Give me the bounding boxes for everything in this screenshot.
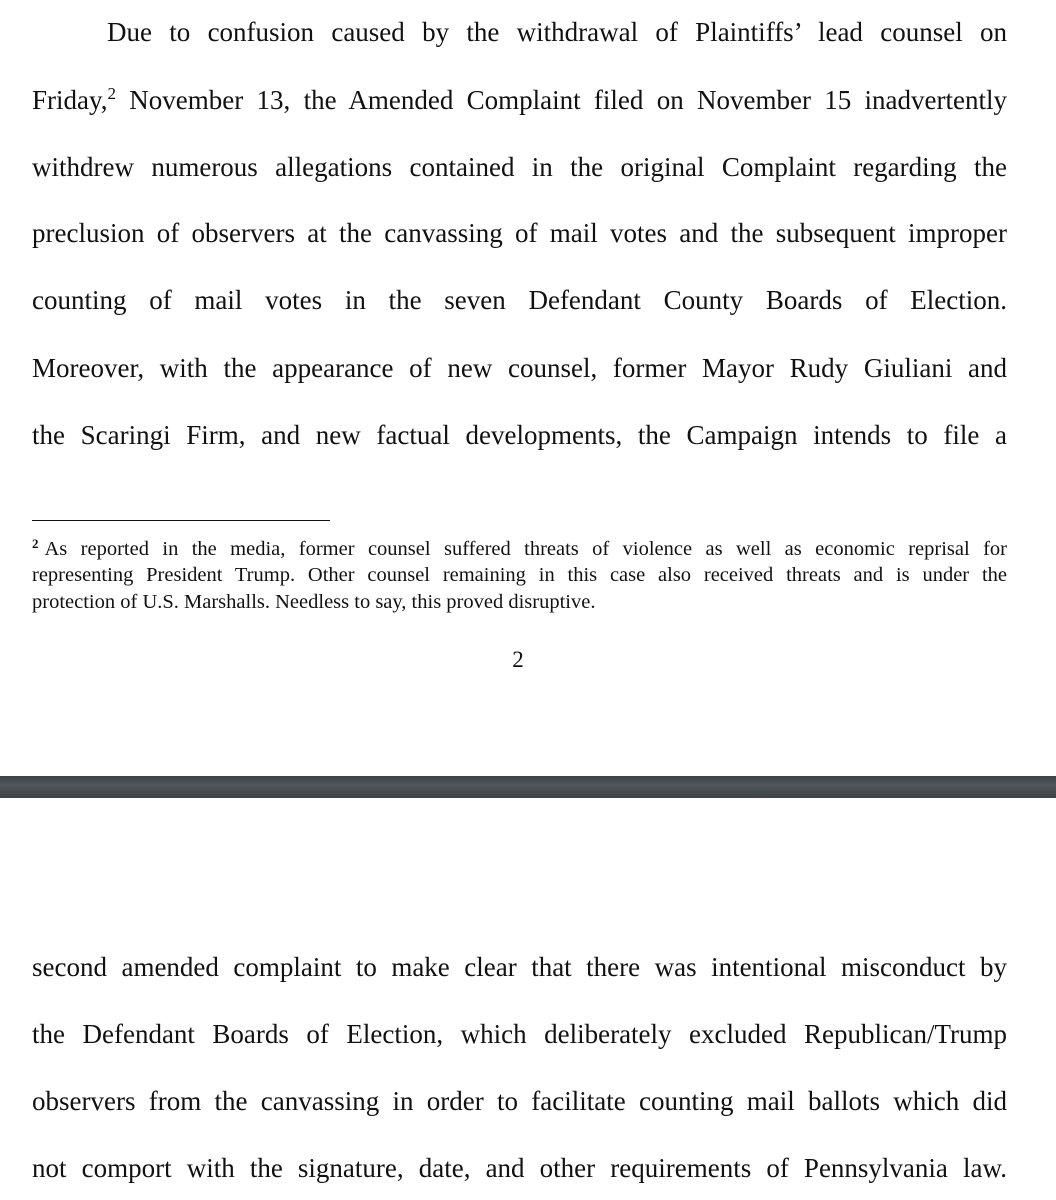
footnote-line: protection of U.S. Marshalls. Needless to say, this proved disruptive. <box>32 591 596 613</box>
body-line: second amended complaint to make clear that there was intentional misconduct by <box>32 952 1007 982</box>
body-line: counting of mail votes in the seven Defendant County Boards of Election. <box>32 285 1007 315</box>
body-line: preclusion of observers at the canvassing of mail votes and the subsequent improper <box>32 218 1007 248</box>
footnote-line <box>32 536 1007 562</box>
body-line-prefix: Friday, <box>32 85 108 115</box>
footnote-text: As reported in the media, former counsel suffered threats of violence as well as economic reprisal for <box>44 538 1007 560</box>
page-separator <box>0 776 1056 798</box>
footnote-marker: 2 <box>32 536 39 551</box>
page-number: 2 <box>512 647 524 672</box>
body-line: the Defendant Boards of Election, which deliberately excluded Republican/Trump <box>32 1019 1007 1049</box>
body-line: observers from the canvassing in order to facilitate counting mail ballots which did <box>32 1086 1007 1116</box>
footnote-separator <box>32 520 330 521</box>
body-line <box>32 84 1007 116</box>
footnote-reference[interactable]: 2 <box>107 84 116 103</box>
body-line: not comport with the signature, date, and other requirements of Pennsylvania law. <box>32 1153 1007 1183</box>
document-page-3 <box>0 798 1056 1200</box>
body-line: the Scaringi Firm, and new factual developments, the Campaign intends to file a <box>32 420 1007 450</box>
body-line-rest: November 13, the Amended Complaint filed on November 15 inadvertently <box>129 85 1007 115</box>
body-line: Moreover, with the appearance of new counsel, former Mayor Rudy Giuliani and <box>32 353 1007 383</box>
footnote-line: representing President Trump. Other counsel remaining in this case also received threats and is under the <box>32 564 1007 586</box>
body-line: withdrew numerous allegations contained in the original Complaint regarding the <box>32 152 1007 182</box>
body-line: Due to confusion caused by the withdrawal of Plaintiffs’ lead counsel on <box>107 17 1007 47</box>
